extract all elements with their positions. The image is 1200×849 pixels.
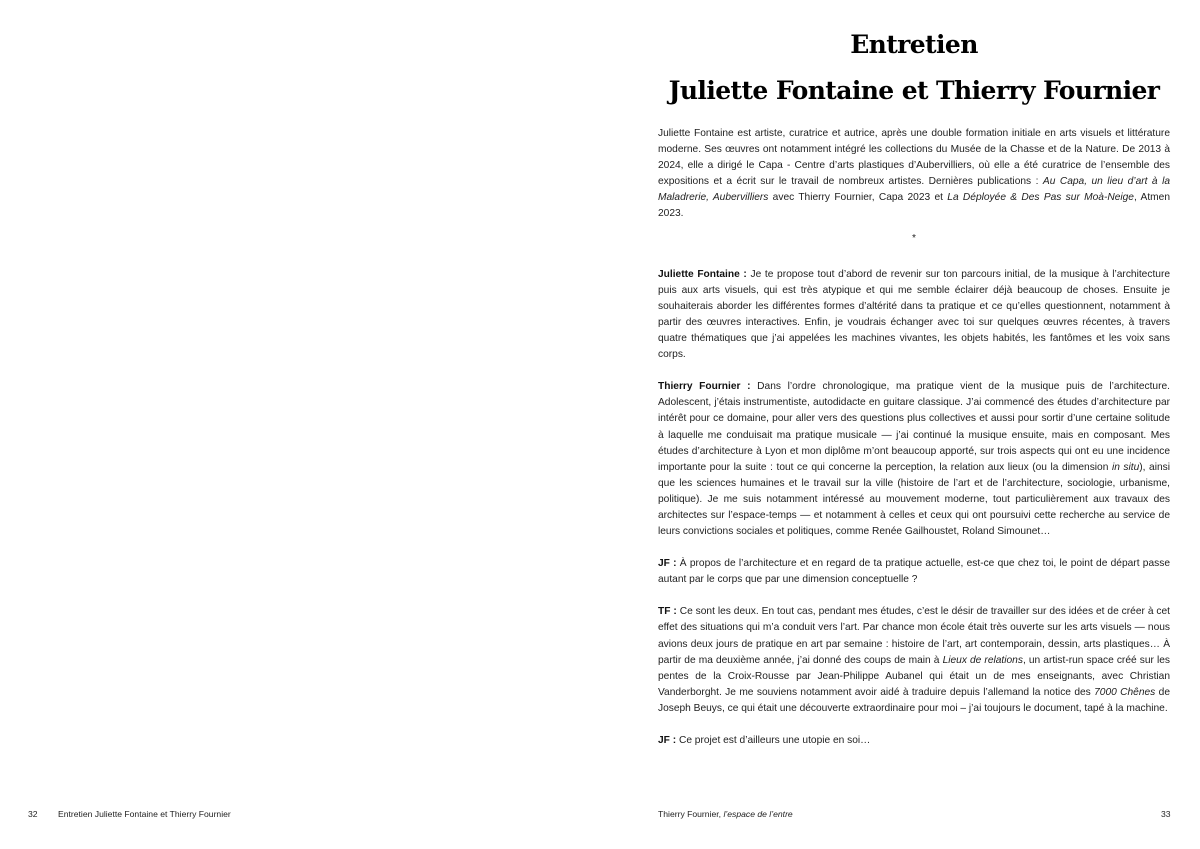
right-running-footer — [658, 809, 793, 819]
interview-paragraph-4 — [658, 604, 1170, 717]
right-page — [600, 0, 1200, 849]
footer-author: Thierry Fournier, — [658, 809, 724, 819]
bio-text-1: Juliette Fontaine est artiste, curatrice et autrice, après une double formation initiale en arts visuels et littérature moderne. Ses œuvres ont notamment intégré les collections du Musée de la Chasse et de la Nature. De 2013 à 2024, elle a dirigé le Capa - Centre d’arts plastiques d’Aubervilliers, où elle a été curatrice de l’ensemble des expositions et a écrit sur le travail de nombreux artistes. Dernières publications : — [658, 128, 1170, 188]
interview-paragraph-5 — [658, 733, 1170, 749]
paragraph-italic: in situ — [1111, 461, 1140, 473]
speaker-label: JF : — [658, 735, 677, 746]
footer-book-title: l’espace de l’entre — [723, 809, 793, 819]
paragraph-text: ), ainsi que les sciences humaines et le travail sur la ville (histoire de l’art et de l’architecture, sociologie, urbanisme, politique). Je me suis notamment intéressé au mouvement moderne, tout particulièrement aux travaux des architectes sur l’espace-temps — et notamment à celles et ceux qui ont poursuivi cette recherche au service de leurs convictions sociales et politiques, comme Renée Gailhoustet, Roland Simounet… — [658, 461, 1170, 538]
interview-paragraph-3 — [658, 556, 1170, 588]
bio-paragraph — [658, 126, 1170, 223]
speaker-label: Thierry Fournier : — [658, 381, 751, 393]
title-line-1: Entretien — [850, 30, 978, 59]
speaker-label: JF : — [658, 558, 677, 570]
paragraph-text: Ce projet est d’ailleurs une utopie en soi… — [676, 735, 871, 746]
left-running-footer: Entretien Juliette Fontaine et Thierry Fournier — [58, 809, 231, 819]
speaker-label: Juliette Fontaine : — [658, 268, 747, 280]
left-page-number: 32 — [28, 809, 38, 819]
bio-book-title-2: La Déployée & Des Pas sur Moà-Neige — [947, 192, 1134, 204]
speaker-label: TF : — [658, 606, 677, 618]
paragraph-text: , un artist-run space créé sur les pentes de la Croix-Rousse par Jean-Philippe Aubanel qui était un de mes enseignants, avec Christian Vanderborght. Je me souviens notamment avoir aidé à traduire depuis l’allemand la notice des — [658, 654, 1170, 698]
section-separator: * — [912, 232, 916, 244]
paragraph-text: Je te propose tout d’abord de revenir sur ton parcours initial, de la musique à l’architecture puis aux arts visuels, qui est très atypique et qui me semble éclairer déjà beaucoup de choses. Ensuite je souhaiterais aborder les différentes formes d’altérité dans ta pratique et ce qu’elles questionnent, notamment à partir des œuvres interactives. Enfin, je voudrais échanger avec toi sur quelques œuvres récentes, à travers quatre thématiques que j’ai appelées les machines vivantes, les objets habités, les fantômes et les voix sans corps. — [658, 268, 1170, 361]
paragraph-text: Dans l’ordre chronologique, ma pratique vient de la musique puis de l’architecture. Adolescent, j’étais instrumentiste, autodidacte en guitare classique. J’ai commencé des études d’architecture par intérêt pour ce domaine, pour aller vers des questions plus collectives et aussi pour sortir d’une certaine solitude à laquelle me conduisait ma pratique musicale — j’ai continué la musique ensuite, mais en composant. Mes études d’architecture à Lyon et mon diplôme m’ont beaucoup apporté, sur trois aspects qui ont eu une incidence importante pour la suite : tout ce qui concerne la perception, la relation aux lieux (ou la dimension — [658, 381, 1170, 473]
title-line-2: Juliette Fontaine et Thierry Fournier — [668, 76, 1160, 105]
article-title — [658, 22, 1170, 114]
bio-text-2: avec Thierry Fournier, Capa 2023 et — [768, 192, 948, 204]
bio-text-3: , Atmen 2023. — [658, 192, 1171, 220]
paragraph-italic: Lieux de relations — [942, 654, 1023, 666]
bio-book-title-1: Au Capa, un lieu d’art à la Maladrerie, Aubervilliers — [658, 176, 1171, 204]
interview-paragraph-1 — [658, 267, 1170, 364]
right-page-number: 33 — [1161, 809, 1171, 819]
article-body — [658, 126, 1170, 765]
paragraph-text: de Joseph Beuys, ce qui était une découverte extraordinaire pour moi – j’ai toujours le document, tapé à la machine. — [658, 686, 1170, 714]
paragraph-italic: 7000 Chênes — [1094, 686, 1156, 698]
interview-paragraph-2 — [658, 379, 1170, 540]
paragraph-text: À propos de l’architecture et en regard de ta pratique actuelle, est-ce que chez toi, le point de départ passe autant par le corps que par une dimension conceptuelle ? — [658, 558, 1170, 586]
paragraph-text: Ce sont les deux. En tout cas, pendant mes études, c’est le désir de travailler sur des idées et de créer à cet effet des situations qui m’a conduit vers l’art. Par chance mon école était très ouverte sur les arts visuels — nous avions deux jours de pratique en art par semaine : histoire de l’art, art contemporain, dessin, arts plastiques… À partir de ma deuxième année, j’ai donné des coups de main à — [658, 606, 1171, 666]
